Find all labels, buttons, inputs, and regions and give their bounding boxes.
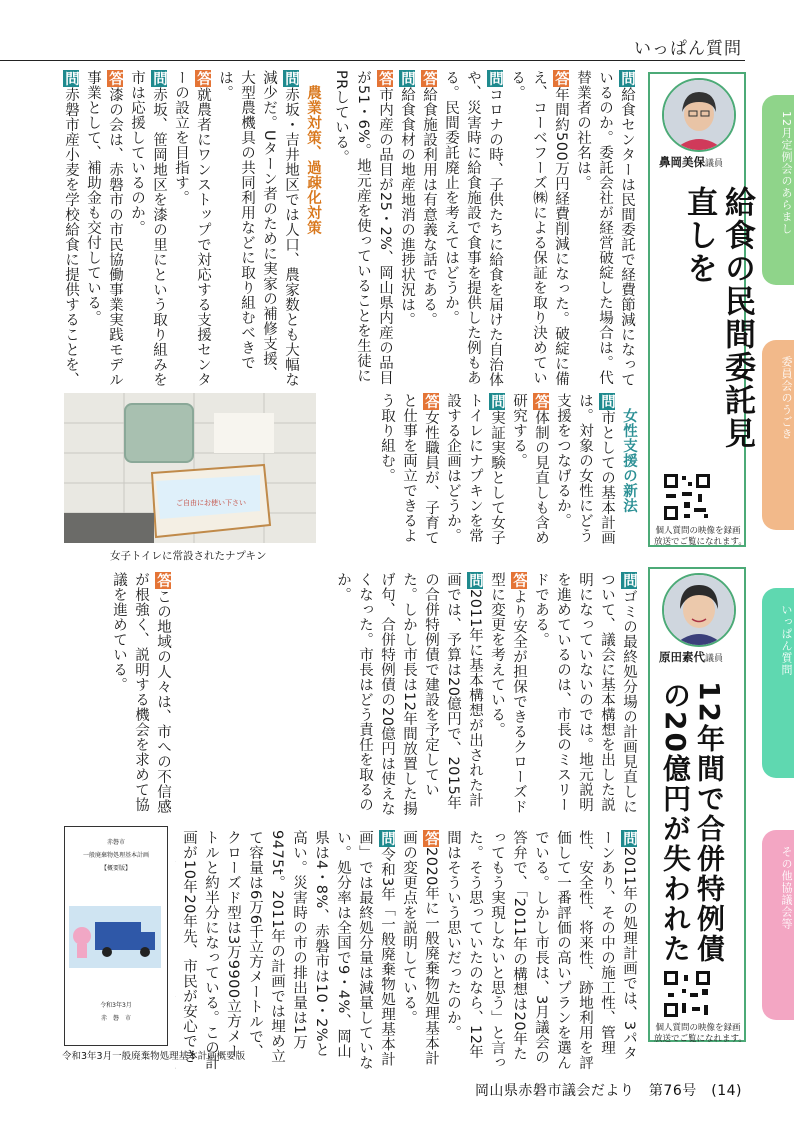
qa-text: コロナの時、子供たちに給食を届けた自治体や、災害時に給食施設で食事を提供した例もある。民間委託廃止を考えてはどうか。 <box>443 70 503 387</box>
question-badge: 問 <box>63 71 79 86</box>
answer-badge: 答 <box>423 394 439 409</box>
qa-item <box>335 572 483 816</box>
section-title: いっぱん質問 <box>634 39 742 59</box>
answer-badge: 答 <box>155 573 171 588</box>
qa-item <box>401 830 439 1066</box>
avatar <box>662 573 736 647</box>
question-badge: 問 <box>621 831 637 846</box>
qa-item <box>379 393 439 545</box>
qa-item <box>555 393 615 545</box>
article-column-bottom-right <box>175 572 640 822</box>
member-name: 鼻岡美保議員 <box>659 155 724 169</box>
qa-text: 女性職員が、子育てと仕事を両立できるよう取り組む。 <box>379 393 439 545</box>
question-badge: 問 <box>489 394 505 409</box>
qa-text: ゴミの最終処分場の計画見直しについて、議会に基本構想を出した説明になっていないのでは。地元説明を進めているのは、市長のミスリードである。 <box>533 572 637 814</box>
answer-badge: 答 <box>195 71 211 86</box>
answer-badge: 答 <box>377 71 393 86</box>
qa-item <box>575 70 635 387</box>
qa-text: 給食施設利用は有意義な話である。 <box>421 87 437 327</box>
qa-item <box>333 70 393 385</box>
plan-document-image <box>64 826 168 1046</box>
qa-text: この地域の人々は、市への不信感が根強く、説明する機会を求めて協議を進めている。 <box>111 572 171 814</box>
sub-heading: 女性支援の新法 <box>621 393 637 513</box>
question-badge: 問 <box>379 831 395 846</box>
question-badge: 問 <box>487 71 503 86</box>
qa-item <box>509 70 569 386</box>
question-badge: 問 <box>399 71 415 86</box>
qa-item <box>111 572 171 814</box>
qa-text: 赤坂、笹岡地区を漆の里にという取り組みを市は応援しているのか。 <box>129 70 167 387</box>
article-column-bottom-far-left <box>62 572 174 822</box>
tab-december-session[interactable]: 12月定例会のあらまし <box>762 95 794 285</box>
qa-text: 市内産の品目が25・2%、岡山県内産の品目が51・6%。地元産を使っていることを生徒にPRしている。 <box>333 70 393 386</box>
member-box-1 <box>648 72 755 547</box>
qa-item <box>62 70 79 387</box>
qa-text: 給食センターは民間委託で経費節減になっているのか。委託会社が経営破綻した場合は。代替業者の社名は。 <box>575 70 635 387</box>
qa-item <box>175 830 395 1070</box>
question-badge: 問 <box>467 573 483 588</box>
qa-item <box>305 70 321 235</box>
qa-text: 赤坂・吉井地区では人口、農家数とも大幅な減少だ。Uターン者のために実家の補修支援、大型農機具の共同利用などに取り組むべきでは。 <box>217 70 299 387</box>
qa-item <box>217 70 299 387</box>
napkin-photo <box>64 393 316 543</box>
answer-badge: 答 <box>421 71 437 86</box>
qa-text: より安全が担保できるクローズド型に変更を考えている。 <box>489 572 527 814</box>
qa-text: 市としての基本計画は。対象の女性にどう支援をつなげるか。 <box>555 393 615 545</box>
tab-committee[interactable]: 委員会のうごき <box>762 340 794 530</box>
header-rule <box>0 60 745 61</box>
headline: 12年間で合併特例債の20億円が失われた <box>659 681 726 964</box>
qa-item <box>85 70 123 387</box>
footer: 岡山県赤磐市議会だより 第76号 (14) <box>474 1083 742 1099</box>
tab-other-councils[interactable]: その他協議会等 <box>762 830 794 1020</box>
qa-item <box>511 393 549 545</box>
qa-item <box>173 70 211 387</box>
doc-org: 赤 磐 市 <box>100 1015 131 1022</box>
doc-date: 令和3年3月 <box>100 1002 132 1009</box>
qa-text: 年間約500万円経費削減になった。破綻に備え、コーベフーズ㈱による保証を取り決めている。 <box>509 70 569 387</box>
qa-item <box>421 70 437 327</box>
answer-badge: 答 <box>533 394 549 409</box>
article-column-top-left <box>62 70 324 390</box>
member-name: 原田素代議員 <box>659 650 724 664</box>
doc-line2: 一般廃棄物処理基本計画 <box>82 852 149 859</box>
member-box-2 <box>648 567 746 1042</box>
qa-item <box>445 393 505 545</box>
qa-text: 漆の会は、赤磐市の市民協働事業実践モデル事業として、補助金も交付している。 <box>85 70 123 387</box>
article-column-bottom-left <box>175 830 640 1070</box>
qa-item <box>489 572 527 814</box>
garbage-truck-illustration <box>65 902 165 972</box>
headline: 給食の民間委託見直しを <box>681 186 755 450</box>
question-badge: 問 <box>621 573 637 588</box>
qa-item <box>443 70 503 387</box>
qa-item <box>399 70 415 327</box>
qa-text: 実証実験として女子トイレにナプキンを常設する企画はどうか。 <box>445 393 505 545</box>
question-badge: 問 <box>283 71 299 86</box>
doc-line1: 赤磐市 <box>106 839 125 846</box>
question-badge: 問 <box>599 394 615 409</box>
qa-text: 2020年に一般廃棄物処理基本計画の変更点を説明している。 <box>401 830 439 1066</box>
avatar <box>662 78 736 152</box>
qr-code <box>662 969 712 1019</box>
qa-text: 就農者にワンストップで対応する支援センターの設立を目指す。 <box>173 70 211 387</box>
doc-caption: 令和3年3月一般廃棄物処理基本計画概要版 <box>62 1051 246 1062</box>
answer-badge: 答 <box>511 573 527 588</box>
photo-sign: ご自由にお使い下さい <box>176 499 246 507</box>
qa-text: 2011年に基本構想が出された計画では、予算は20億円で、2015年の合併特例債で建設を予定していた。しかし市長は12年間放置した揚げ句、合併特例債の20億円は使えなくなった。市長はどう責任を取るのか。 <box>335 572 483 817</box>
qr-note: 個人質問の映像を録画 放送でご覧になれます。 <box>654 526 747 547</box>
qa-text: 給食食材の地産地消の進捗状況は。 <box>399 87 415 327</box>
article-column-mid <box>322 393 640 553</box>
qa-item <box>129 70 167 387</box>
photo-caption: 女子トイレに常設されたナプキン <box>110 550 267 562</box>
qa-text: 体制の見直しも含め研究する。 <box>511 393 549 545</box>
qa-item <box>445 830 637 1070</box>
question-badge: 問 <box>151 71 167 86</box>
qr-code <box>662 472 712 522</box>
answer-badge: 答 <box>553 71 569 86</box>
qr-note: 個人質問の映像を録画 放送でご覧になれます。 <box>654 1023 747 1044</box>
question-badge: 問 <box>619 71 635 86</box>
qa-item <box>621 393 637 513</box>
sub-heading: 農業対策、過疎化対策 <box>305 70 321 235</box>
qa-text: 2011年の処理計画では、3パターンあり、その中の施工性、管理性、安全性、将来性、跡地利用を評価して一番評価の高いプランを選んでいる。しかし市長は、3月議会の答弁で、「2011年の構想は20年たってもう実現しないと思う」と言った。そう思っていたのなら、12年間はそういう思いだったのか。 <box>445 830 637 1070</box>
qa-text: 赤磐市産小麦を学校給食に提供することを、 <box>63 87 79 387</box>
doc-line3: 【概要版】 <box>100 865 131 872</box>
qa-text: 令和3年「一般廃棄物処理基本計画」では最終処分量は減量していない。処分率は全国で9・4%、岡山県は4・8%、赤磐市は10・2%と高い。災害時の市の排出量は1万9475t。2011年の計画では埋め立て容量は6万6千立方メートルで、クローズド型は3万9900立方メートルと約半分になっている。この計画が10年20年先、市民が安心でき <box>181 830 395 1070</box>
qa-item <box>533 572 637 814</box>
answer-badge: 答 <box>107 71 123 86</box>
answer-badge: 答 <box>423 831 439 846</box>
tab-general-questions[interactable]: いっぱん質問 <box>762 588 794 778</box>
article-column-top-right <box>330 70 638 390</box>
